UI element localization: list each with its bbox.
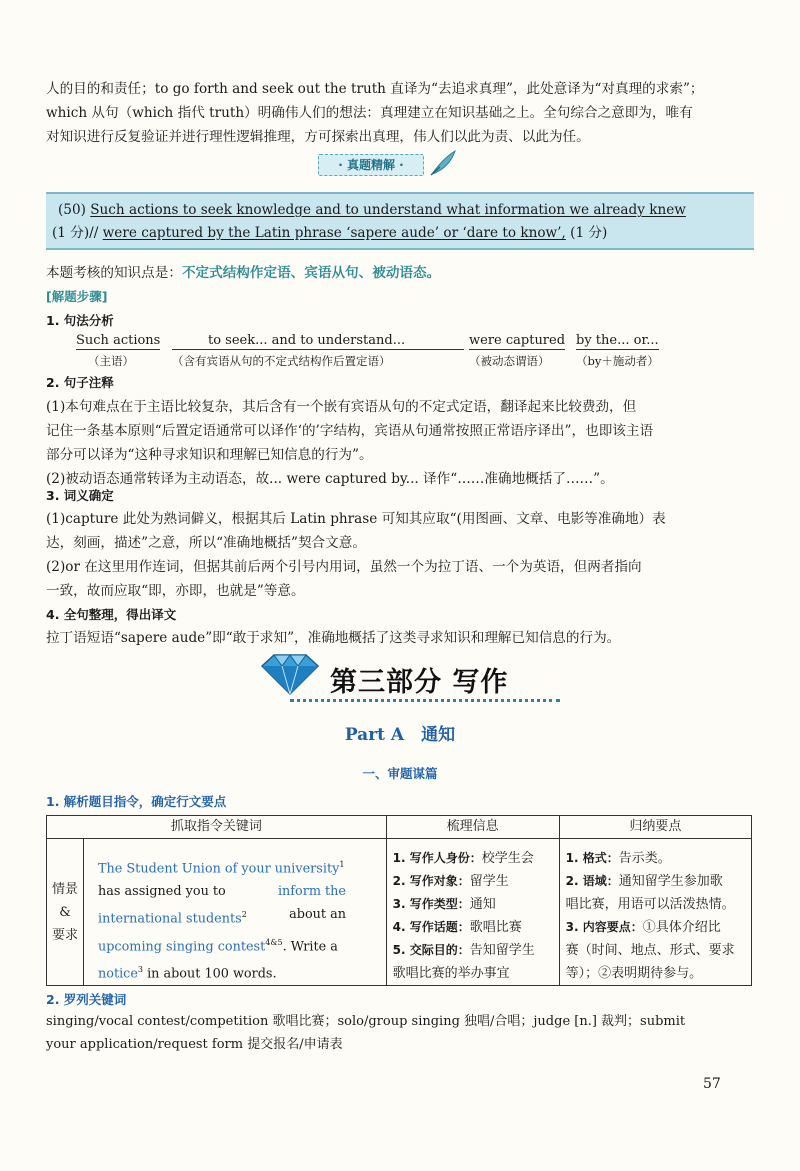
points-val-1: 告示类。 xyxy=(618,851,671,866)
prompt-text-3: about an xyxy=(289,907,346,923)
info-key-5: 5. 交际目的： xyxy=(392,943,470,957)
s1-title: 1. 解析题目指令，确定行文要点 xyxy=(46,794,227,809)
steps-title: [解题步骤] xyxy=(46,289,108,304)
points-key-4: 3. 内容要点： xyxy=(565,920,643,934)
step2-p1-l3: 部分可以译为“这种寻求知识和理解已知信息的行为”。 xyxy=(46,447,373,463)
keywords-line-2: your application/request form 提交报名/申请表 xyxy=(46,1037,343,1052)
info-cell xyxy=(386,839,559,986)
struct-agent-zh: （by＋施动者） xyxy=(576,354,659,368)
step3-p1-l1: (1)capture 此处为熟词僻义，根据其后 Latin phrase 可知其应取“(用图画、文章、电影等准确地）表 xyxy=(46,511,666,527)
step3-p2-l1: (2)or 在这里用作连词，但据其前后两个引号内用词，虽然一个为拉丁语、一个为英语，但两者指向 xyxy=(46,559,642,575)
question-underlined-1: Such actions to seek knowledge and to understand what information we already knew xyxy=(90,202,686,218)
prompt-kw-1: The Student Union of your university xyxy=(98,861,340,877)
info-key-1: 1. 写作人身份： xyxy=(392,851,482,865)
struct-attributive-zh: （含有宾语从句的不定式结构作后置定语） xyxy=(172,354,391,368)
kp-points: 不定式结构作定语、宾语从句、被动语态。 xyxy=(181,265,441,281)
row-label-2: & xyxy=(59,904,71,920)
step3-p1-l2: 达，刻画，描述”之意，所以“准确地概括”契合文意。 xyxy=(46,535,366,551)
step3-p2-l2: 一致，故而应取“即，亦即，也就是”等意。 xyxy=(46,583,305,599)
step2-p1-l2: 记住一条基本原则“后置定语通常可以译作‘的’字结构，宾语从句通常按照正常语序译出”，也即该主语 xyxy=(46,423,654,439)
s2-title: 2. 罗列关键词 xyxy=(46,992,127,1007)
question-line-2 xyxy=(52,222,607,244)
question-banner xyxy=(46,192,754,250)
row-label-1: 情景 xyxy=(51,881,78,897)
quill-pen-icon xyxy=(428,148,458,178)
prompt-kw-4: upcoming singing contest xyxy=(98,938,266,954)
part3-underline xyxy=(290,699,560,702)
points-val-2: 通知留学生参加歌 xyxy=(618,874,723,889)
knowledge-points xyxy=(46,262,440,284)
prompt-kw-3: international students xyxy=(98,911,242,927)
struct-attributive-en: to seek... and to understand... xyxy=(172,333,464,350)
points-cell xyxy=(559,839,751,986)
prompt-sup-5: 3 xyxy=(137,964,144,974)
table-header-keywords: 抓取指令关键词 xyxy=(47,816,387,839)
question-underlined-2: were captured by the Latin phrase ‘sapere aude’ or ‘dare to know’, xyxy=(102,225,566,241)
intro-line-2: which 从句（which 指代 truth）明确伟人们的想法：真理建立在知识基础之上。全句综合之意即为，唯有 xyxy=(46,105,693,121)
points-line-3: 唱比赛，用语可以活泼热情。 xyxy=(565,897,735,912)
intro-line-1: 人的目的和责任；to go forth and seek out the truth 直译为“去追求真理”，此处意译为“对真理的求索”； xyxy=(46,81,704,97)
diamond-gem-icon xyxy=(258,652,322,696)
prompt-sup-3: 2 xyxy=(241,910,247,920)
step1-title: 1. 句法分析 xyxy=(46,313,114,328)
struct-subject-zh: （主语） xyxy=(88,354,134,368)
info-val-6: 歌唱比赛的举办事宜 xyxy=(392,966,510,981)
points-line-5: 赛（时间、地点、形式、要求 xyxy=(565,943,735,958)
kp-prefix: 本题考核的知识点是： xyxy=(46,265,182,281)
step3-title: 3. 词义确定 xyxy=(46,488,114,503)
info-key-2: 2. 写作对象： xyxy=(392,874,470,888)
struct-predicate-en: were captured xyxy=(469,333,566,348)
step2-p2: (2)被动语态通常转译为主动语态，故... were captured by... 译作“……准确地概括了……”。 xyxy=(46,471,614,487)
struct-agent-en: by the... or... xyxy=(576,333,659,348)
step4-text: 拉丁语短语“sapere aude”即“敢于求知”，准确地概括了这类寻求知识和理解已知信息的行为。 xyxy=(46,630,621,646)
points-line-6: 等）；②表明期待参与。 xyxy=(565,966,703,981)
question-line-1 xyxy=(58,199,686,221)
prompt-kw-2: inform the xyxy=(277,884,346,900)
table-header-info: 梳理信息 xyxy=(386,816,559,839)
subsection-title: 一、审题谋篇 xyxy=(362,766,438,781)
requirements-table xyxy=(46,815,752,986)
prompt-cell xyxy=(84,839,387,986)
info-val-2: 留学生 xyxy=(469,874,509,889)
question-number: (50) xyxy=(58,202,86,218)
info-val-3: 通知 xyxy=(469,897,496,912)
prompt-sup-1: 1 xyxy=(339,860,345,869)
info-key-4: 4. 写作话题： xyxy=(392,920,470,934)
part3-heading xyxy=(300,650,540,710)
part3-title: 第三部分 写作 xyxy=(330,667,509,698)
struct-agent xyxy=(576,333,659,369)
keywords-line-1: singing/vocal contest/competition 歌唱比赛；solo/group singing 独唱/合唱；judge [n.] 裁判；submit xyxy=(46,1014,686,1029)
info-key-3: 3. 写作类型： xyxy=(392,897,470,911)
prompt-kw-5: notice xyxy=(98,966,138,982)
step2-title: 2. 句子注释 xyxy=(46,375,114,390)
step4-title: 4. 全句整理，得出译文 xyxy=(46,607,177,622)
row-label-3: 要求 xyxy=(51,927,78,943)
page-number: 57 xyxy=(703,1076,721,1092)
points-val-4: ①具体介绍比 xyxy=(642,920,721,935)
table-header-points: 归纳要点 xyxy=(559,816,751,839)
row-label-cell xyxy=(47,839,84,986)
part-a-title: Part A 通知 xyxy=(344,725,456,745)
prompt-text-2: has assigned you to xyxy=(98,884,226,900)
prompt-text-5: in about 100 words. xyxy=(143,966,277,982)
prompt-text-4: . Write a xyxy=(282,938,338,954)
points-key-1: 1. 格式： xyxy=(565,851,619,865)
intro-line-3: 对知识进行反复验证并进行理性逻辑推理，方可探索出真理，伟人们以此为责、以此为任。 xyxy=(46,129,590,145)
points-key-2: 2. 语域： xyxy=(565,874,619,888)
info-val-1: 校学生会 xyxy=(481,851,534,866)
question-score-2: (1 分) xyxy=(570,225,608,241)
zhenti-badge: · 真题精解 · xyxy=(318,154,424,176)
step2-p1-l1: (1)本句难点在于主语比较复杂，其后含有一个嵌有宾语从句的不定式定语，翻译起来比较费劲，但 xyxy=(46,399,637,415)
struct-predicate xyxy=(469,333,565,369)
info-val-5: 告知留学生 xyxy=(469,943,535,958)
question-score-1: (1 分)// xyxy=(52,225,99,241)
struct-subject xyxy=(76,333,160,369)
struct-predicate-zh: （被动态谓语） xyxy=(469,354,550,368)
struct-attributive xyxy=(172,333,464,369)
struct-subject-en: Such actions xyxy=(76,333,161,348)
info-val-4: 歌唱比赛 xyxy=(469,920,522,935)
prompt-sup-4: 4&5 xyxy=(265,937,283,947)
